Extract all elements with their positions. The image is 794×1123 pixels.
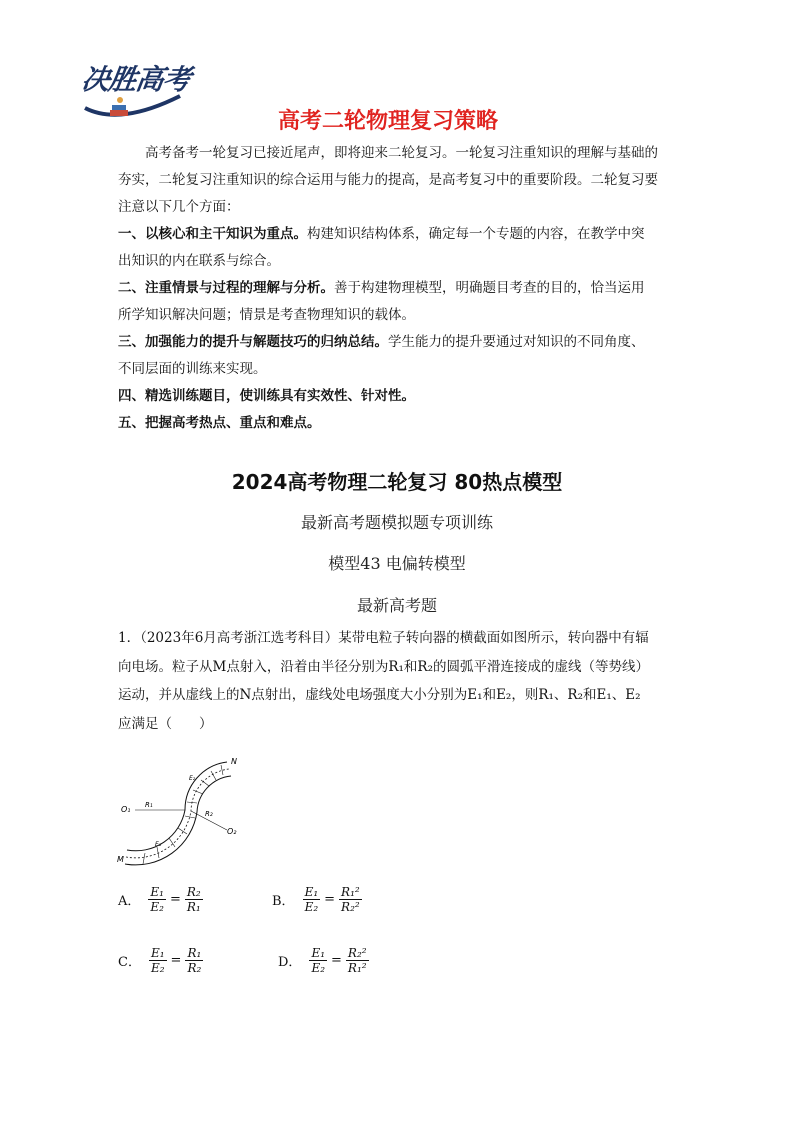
point-3-text: 学生能力的提升要通过对知识的不同角度、 bbox=[388, 334, 645, 350]
main-title: 2024高考物理二轮复习 80热点模型 bbox=[231, 470, 563, 494]
option-c[interactable]: C． $\frac{\text{E₁}}{\text{E₂}}$ = $\frac{\text{R₁}}{\text{R₂}}$ bbox=[118, 946, 202, 975]
label-o2: O₂ bbox=[227, 827, 237, 836]
point-4: 四、精选训练题目，使训练具有实效性、针对性。 bbox=[118, 388, 415, 404]
option-b[interactable]: B． $\frac{\text{E₁}}{\text{E₂}}$ = $\frac{\text{R₁²}}{\text{R₂²}}$ bbox=[272, 885, 360, 914]
point-3-cont: 不同层面的训练来实现。 bbox=[118, 361, 267, 377]
deflector-figure bbox=[115, 750, 245, 870]
option-c-letter: C． bbox=[118, 955, 141, 970]
option-d-letter: D． bbox=[278, 955, 302, 970]
label-e1: E₁ bbox=[155, 841, 162, 848]
intro-line: 注意以下几个方面： bbox=[118, 199, 240, 215]
point-3-heading: 三、加强能力的提升与解题技巧的归纳总结。 bbox=[118, 334, 388, 350]
label-n: N bbox=[231, 757, 237, 766]
label-o1: O₁ bbox=[121, 805, 131, 814]
point-2 bbox=[118, 275, 678, 302]
point-1-heading: 一、以核心和主干知识为重点。 bbox=[118, 226, 307, 242]
label-r1: R₁ bbox=[145, 801, 153, 809]
intro-block bbox=[118, 140, 678, 437]
question-line: 应满足（ ） bbox=[118, 715, 213, 732]
model-title: 模型43 电偏转模型 bbox=[328, 554, 466, 573]
option-a-letter: A． bbox=[118, 894, 141, 909]
point-2-text: 善于构建物理模型，明确题目考查的目的，恰当运用 bbox=[334, 280, 645, 296]
option-a[interactable]: A． $\frac{\text{E₁}}{\text{E₂}}$ = $\frac{\text{R₂}}{\text{R₁}}$ bbox=[118, 885, 201, 914]
logo bbox=[79, 58, 193, 130]
point-1 bbox=[118, 221, 678, 248]
label-e2: E₂ bbox=[189, 775, 196, 782]
point-1-text: 构建知识结构体系，确定每一个专题的内容，在教学中突 bbox=[307, 226, 645, 242]
question-line: 向电场。粒子从M点射入，沿着由半径分别为R₁和R₂的圆弧平滑连接成的虚线（等势线） bbox=[118, 658, 649, 675]
point-5: 五、把握高考热点、重点和难点。 bbox=[118, 415, 321, 431]
option-d-rhs: $\frac{\text{R₂²}}{\text{R₁²}}$ bbox=[347, 946, 367, 975]
point-3 bbox=[118, 329, 678, 356]
option-d-lhs: $\frac{\text{E₁}}{\text{E₂}}$ bbox=[311, 946, 326, 975]
option-a-lhs: $\frac{\text{E₁}}{\text{E₂}}$ bbox=[150, 885, 164, 914]
logo-text: 决胜高考 bbox=[79, 63, 193, 96]
option-b-rhs: $\frac{\text{R₁²}}{\text{R₂²}}$ bbox=[341, 885, 360, 914]
option-c-lhs: $\frac{\text{E₁}}{\text{E₂}}$ bbox=[150, 946, 165, 975]
intro-line: 高考备考一轮复习已接近尾声，即将迎来二轮复习。一轮复习注重知识的理解与基础的 bbox=[145, 145, 658, 161]
label-r2: R₂ bbox=[205, 810, 213, 818]
question-line: 1．（2023年6月高考浙江选考科目）某带电粒子转向器的横截面如图所示，转向器中有辐 bbox=[118, 630, 649, 646]
subtitle: 最新高考题模拟题专项训练 bbox=[300, 513, 493, 532]
strategy-title: 高考二轮物理复习策略 bbox=[278, 109, 499, 134]
question-line: 运动，并从虚线上的N点射出，虚线处电场强度大小分别为E₁和E₂，则R₁、R₂和E₁、E₂ bbox=[118, 687, 641, 703]
question-1 bbox=[118, 624, 678, 738]
label-m: M bbox=[117, 855, 124, 864]
option-b-lhs: $\frac{\text{E₁}}{\text{E₂}}$ bbox=[304, 885, 319, 914]
option-c-rhs: $\frac{\text{R₁}}{\text{R₂}}$ bbox=[187, 946, 202, 975]
point-2-cont: 所学知识解决问题；情景是考查物理知识的载体。 bbox=[118, 307, 415, 323]
section-title: 最新高考题 bbox=[356, 596, 437, 615]
option-a-rhs: $\frac{\text{R₂}}{\text{R₁}}$ bbox=[186, 885, 201, 914]
option-d[interactable]: D． $\frac{\text{E₁}}{\text{E₂}}$ = $\frac{\text{R₂²}}{\text{R₁²}}$ bbox=[278, 946, 367, 975]
point-2-heading: 二、注重情景与过程的理解与分析。 bbox=[118, 280, 334, 296]
option-b-letter: B． bbox=[272, 894, 295, 909]
intro-line: 夯实，二轮复习注重知识的综合运用与能力的提高，是高考复习中的重要阶段。二轮复习要 bbox=[118, 172, 658, 188]
point-1-cont: 出知识的内在联系与综合。 bbox=[118, 253, 280, 269]
